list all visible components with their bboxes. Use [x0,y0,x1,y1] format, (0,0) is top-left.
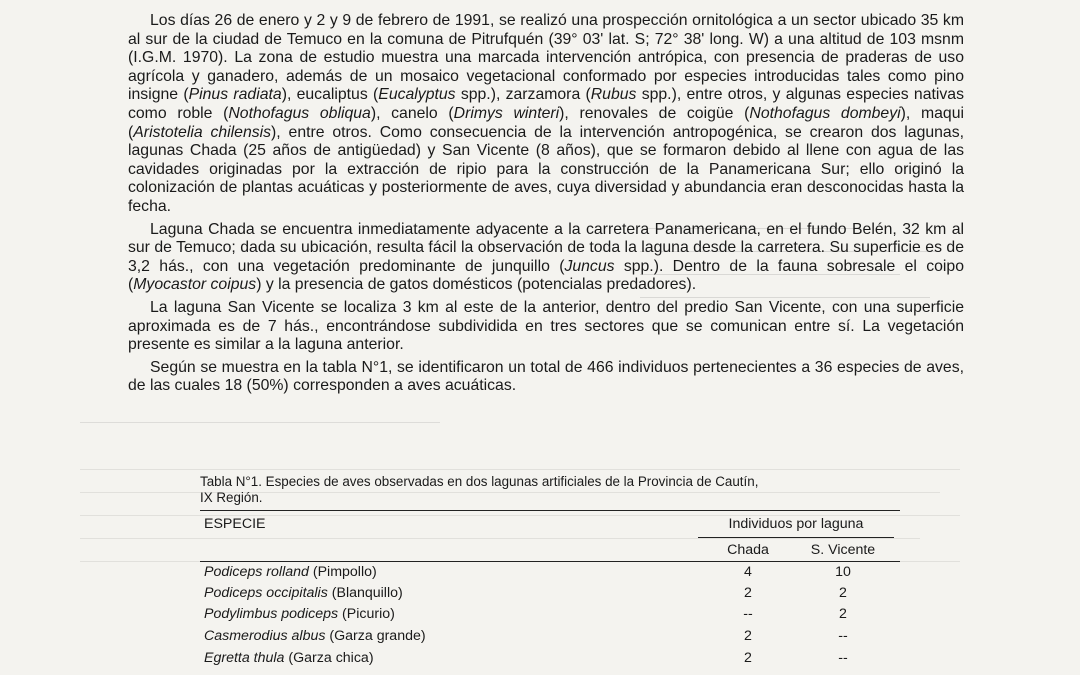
caption-line-2: IX Región. [200,490,263,505]
cell-san-vicente: 2 [839,585,847,601]
header-san-vicente: S. Vicente [810,542,876,558]
table-row: Podiceps rolland (Pimpollo) 4 10 [200,564,900,584]
cell-san-vicente: -- [838,650,848,666]
table-row: Podylimbus podiceps (Picurio) -- 2 [200,606,900,626]
table-row: Egretta thula (Garza chica) 2 -- [200,650,900,670]
paragraph-4: Según se muestra en la tabla N°1, se identificaron un total de 466 individuos pertenecientes a 36 especies de aves, de las cuales 18 (50%) corresponden a aves acuáticas. [128,358,964,395]
header-individuals: Individuos por laguna [728,516,864,532]
table-top-rule [200,510,900,511]
header-bottom-rule [200,561,900,562]
cell-chada: -- [743,606,753,622]
cell-san-vicente: 10 [835,564,851,580]
caption-line-1: Tabla N°1. Especies de aves observadas en dos lagunas artificiales de la Provincia de Cautín, [200,474,759,489]
header-group-rule [698,537,894,538]
paragraph-3: La laguna San Vicente se localiza 3 km al este de la anterior, dentro del predio San Vicente, con una superficie aproximada es de 7 hás., encontrándose subdividida en tres sectores que se comunican entre sí. La vegetación presente es similar a la laguna anterior. [128,298,964,354]
table-row: Casmerodius albus (Garza grande) 2 -- [200,628,900,648]
cell-chada: 2 [744,650,752,666]
body-text [128,12,964,396]
cell-chada: 2 [744,628,752,644]
header-chada: Chada [727,542,769,558]
cell-san-vicente: 2 [839,606,847,622]
paragraph-2: Laguna Chada se encuentra inmediatamente adyacente a la carretera Panamericana, en el fundo Belén, 32 km al sur de Temuco; dada su ubicación, resulta fácil la observación de toda la laguna desde la carretera. Su superficie es de 3,2 hás., con una vegetación predominante de junquillo (Juncus spp.). Dentro de la fauna sobresale el coipo (Myocastor coipus) y la presencia de gatos domésticos (potencialas predadores). [128,220,964,294]
cell-chada: 2 [744,585,752,601]
header-species: ESPECIE [204,516,266,532]
table-row: Podiceps occipitalis (Blanquillo) 2 2 [200,585,900,605]
paragraph-1: Los días 26 de enero y 2 y 9 de febrero de 1991, se realizó una prospección ornitológica a un sector ubicado 35 km al sur de la ciudad de Temuco en la comuna de Pitrufquén (39° 03' lat. S; 72° 38' long. W) a una altitud de 103 msnm (I.G.M. 1970). La zona de estudio muestra una marcada intervención antrópica, con presencia de praderas de uso agrícola y ganadero, además de un mosaico vegetacional conformado por especies introducidas tales como pino insigne (Pinus radiata), eucaliptus (Eucalyptus spp.), zarzamora (Rubus spp.), entre otros, y algunas especies nativas como roble (Nothofagus obliqua), canelo (Drimys winteri), renovales de coigüe (Nothofagus dombeyi), maqui (Aristotelia chilensis), entre otros. Como consecuencia de la intervención antropogénica, se crearon dos lagunas, lagunas Chada (25 años de antigüedad) y San Vicente (8 años), que se formaron debido al llene con agua de las cavidades originadas por la extracción de ripio para la construcción de la Panamericana Sur; ello originó la colonización de plantas acuáticas y posteriormente de aves, cuya diversidad y abundancia eran desconocidas hasta la fecha. [128,12,964,215]
cell-chada: 4 [744,564,752,580]
table-caption [200,474,960,506]
cell-san-vicente: -- [838,628,848,644]
